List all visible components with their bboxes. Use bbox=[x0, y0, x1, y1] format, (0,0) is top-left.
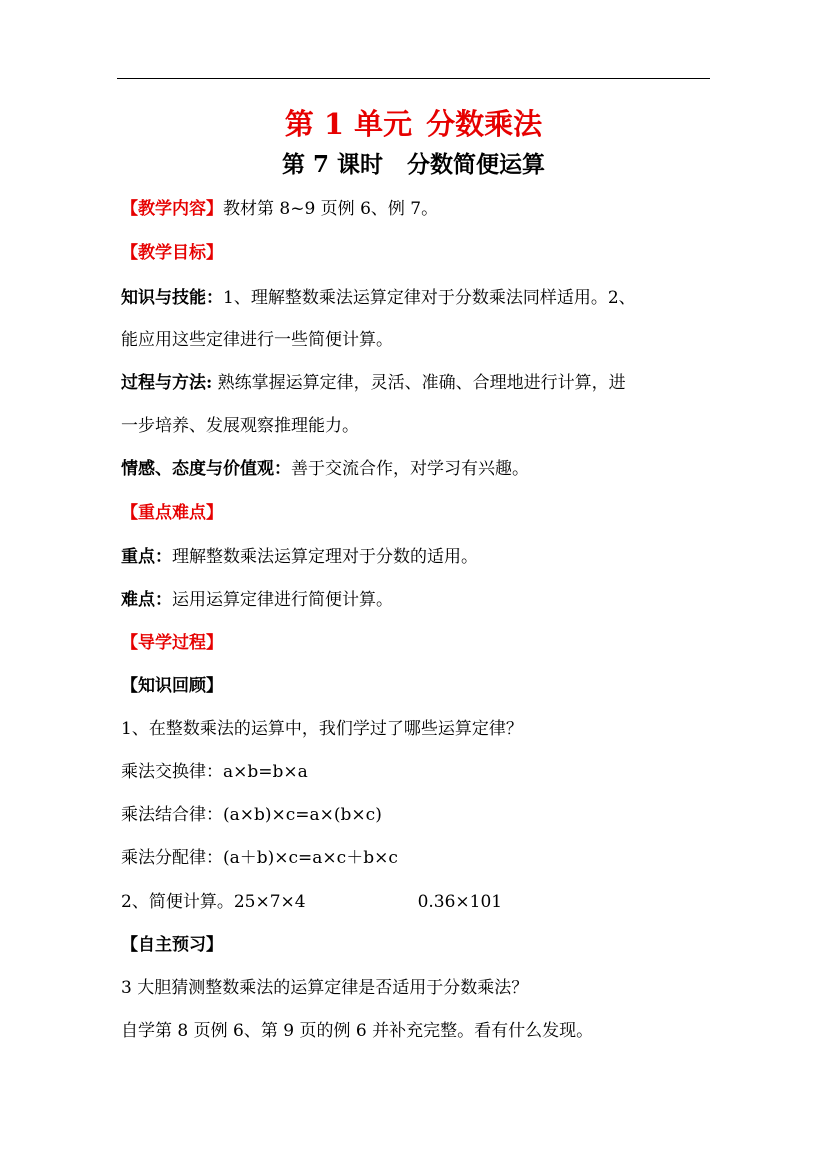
preview-heading: 【自主预习】 bbox=[121, 935, 223, 955]
review-heading: 【知识回顾】 bbox=[121, 676, 223, 696]
key-points-heading: 【重点难点】 bbox=[121, 503, 223, 523]
process-text-2: 一步培养、发展观察推理能力。 bbox=[121, 416, 359, 436]
emotion-values bbox=[121, 456, 721, 482]
difficulty-label: 难点： bbox=[121, 590, 172, 610]
unit-name: 分数乘法 bbox=[426, 107, 543, 141]
review-question-2 bbox=[121, 889, 721, 915]
emotion-text: 善于交流合作，对学习有兴趣。 bbox=[291, 459, 529, 479]
key-point bbox=[121, 544, 721, 570]
review-q2-label: 2、简便计算。25×7×4 bbox=[121, 892, 306, 912]
key-text: 理解整数乘法运算定理对于分数的适用。 bbox=[172, 547, 478, 567]
knowledge-text-1: 1、理解整数乘法运算定律对于分数乘法同样适用。2、 bbox=[223, 288, 636, 308]
knowledge-text-2: 能应用这些定律进行一些简便计算。 bbox=[121, 330, 393, 350]
review-q2-expr2: 0.36×101 bbox=[417, 892, 503, 912]
emotion-label: 情感、态度与价值观： bbox=[121, 459, 291, 479]
teaching-content-text: 教材第 8~9 页例 6、例 7。 bbox=[223, 199, 439, 219]
guide-heading: 【导学过程】 bbox=[121, 633, 223, 653]
teaching-content-label: 【教学内容】 bbox=[121, 199, 223, 219]
header-rule bbox=[117, 78, 710, 79]
lesson-number: 第 7 课时 bbox=[281, 151, 384, 178]
review-question-1: 1、在整数乘法的运算中，我们学过了哪些运算定律？ bbox=[121, 719, 523, 739]
preview-task: 自学第 8 页例 6、第 9 页的例 6 并补充完整。看有什么发现。 bbox=[121, 1021, 594, 1041]
lesson-subtitle bbox=[0, 148, 827, 182]
lesson-name: 分数简便运算 bbox=[407, 151, 546, 178]
knowledge-label: 知识与技能： bbox=[121, 288, 223, 308]
law-associative: 乘法结合律：(a×b)×c=a×(b×c) bbox=[121, 805, 382, 825]
objectives-heading: 【教学目标】 bbox=[121, 243, 223, 263]
page-title bbox=[0, 104, 827, 144]
difficulty-text: 运用运算定律进行简便计算。 bbox=[172, 590, 393, 610]
preview-question-3: 3 大胆猜测整数乘法的运算定律是否适用于分数乘法？ bbox=[121, 978, 529, 998]
difficulty-point bbox=[121, 587, 721, 613]
process-text-1: 熟练掌握运算定律，灵活、准确、合理地进行计算，进 bbox=[212, 373, 626, 393]
knowledge-skills bbox=[121, 285, 721, 311]
process-label: 过程与方法: bbox=[121, 373, 213, 393]
key-label: 重点： bbox=[121, 547, 172, 567]
process-methods bbox=[121, 370, 721, 396]
law-distributive: 乘法分配律：(a＋b)×c=a×c＋b×c bbox=[121, 848, 398, 868]
teaching-content bbox=[121, 196, 721, 222]
unit-label: 第 1 单元 bbox=[284, 107, 413, 141]
law-commutative: 乘法交换律：a×b=b×a bbox=[121, 762, 308, 782]
